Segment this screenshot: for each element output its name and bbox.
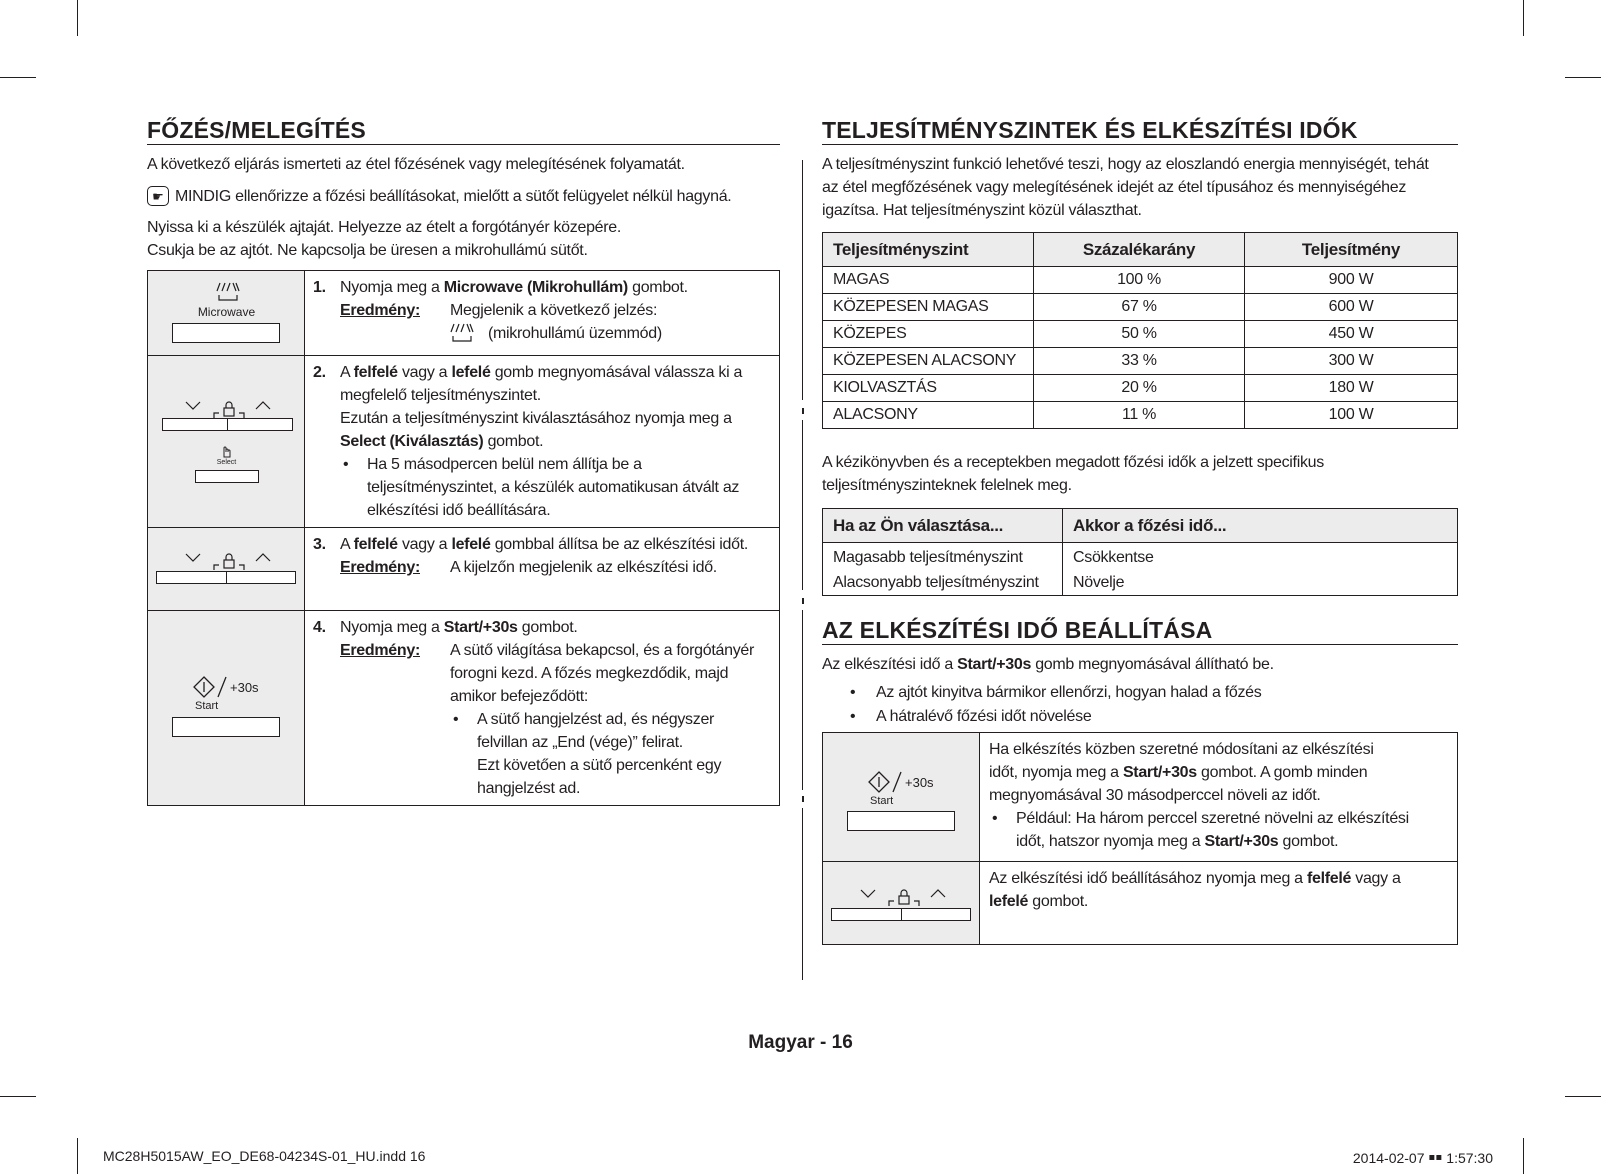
start-button xyxy=(172,717,280,737)
hand-select-icon xyxy=(220,445,234,459)
table-header-cell: Teljesítményszint xyxy=(823,233,1034,267)
table-header xyxy=(823,509,1458,543)
text-bold: Start/+30s xyxy=(1204,833,1279,850)
table-cell: 180 W xyxy=(1245,375,1458,402)
table-cell: KÖZEPES xyxy=(823,321,1034,348)
text: gombot. xyxy=(1278,833,1339,850)
microwave-waves-icon xyxy=(216,281,242,303)
table-cell: Alacsonyabb teljesítményszint xyxy=(823,570,1063,596)
text: gomb megnyomásával válassza ki a xyxy=(490,364,743,381)
microwave-mode-icon xyxy=(450,322,476,344)
table-row xyxy=(823,348,1458,375)
column-divider xyxy=(802,598,804,604)
crop-mark xyxy=(1565,1096,1601,1097)
bullet: • xyxy=(850,708,856,725)
table-header-cell: Ha az Ön választása... xyxy=(823,509,1063,543)
column-divider xyxy=(802,408,804,414)
text-bold: Start/+30s xyxy=(443,619,518,636)
text: amikor befejeződött: xyxy=(450,688,589,705)
column-divider xyxy=(802,796,804,802)
file-slug: MC28H5015AW_EO_DE68-04234S-01_HU.indd 16 xyxy=(103,1148,426,1164)
adjust-text-2 xyxy=(980,862,1458,945)
table-cell: Csökkentse xyxy=(1063,543,1458,571)
text: vagy a xyxy=(1351,870,1401,887)
paragraph: Nyissa ki a készülék ajtaját. Helyezze az ételt a forgótányér közepére. xyxy=(147,219,622,236)
step-row-2 xyxy=(148,356,780,528)
text-bold: Start/+30s xyxy=(1122,764,1197,781)
text: gombot. xyxy=(627,279,688,296)
list-item xyxy=(850,681,1458,705)
text-bold: lefelé xyxy=(451,364,491,381)
text: teljesítményszintet, a készülék automatikusan átvált az xyxy=(367,479,740,496)
section-title-power-levels: TELJESÍTMÉNYSZINTEK ÉS ELKÉSZÍTÉSI IDŐK xyxy=(822,116,1458,145)
table-cell: 11 % xyxy=(1034,402,1245,429)
left-column xyxy=(147,116,780,806)
text-bold: Select (Kiválasztás) xyxy=(340,433,484,450)
date-slug: 2014-02-07 ￭￭ 1:57:30 xyxy=(1352,1150,1493,1166)
step-row-3 xyxy=(148,528,780,611)
microwave-label: Microwave xyxy=(197,305,256,319)
table-cell: KÖZEPESEN ALACSONY xyxy=(823,348,1034,375)
plus30-label: +30s xyxy=(230,680,259,695)
right-column xyxy=(822,116,1458,945)
table-header xyxy=(823,233,1458,267)
bullet: • xyxy=(453,711,459,728)
text: vagy a xyxy=(397,536,452,553)
text: időt, nyomja meg a xyxy=(989,764,1123,781)
adjust-text-1 xyxy=(980,733,1458,862)
power-level-table xyxy=(822,232,1458,429)
adjust-row-1 xyxy=(823,733,1458,862)
bullet: • xyxy=(850,684,856,701)
table-cell: 100 W xyxy=(1245,402,1458,429)
text: A sütő hangjelzést ad, és négyszer xyxy=(477,711,715,728)
text: Ezután a teljesítményszint kiválasztásához nyomja meg a xyxy=(340,410,732,427)
text: gombot. xyxy=(483,433,544,450)
text: Nyomja meg a xyxy=(340,619,444,636)
table-cell: Növelje xyxy=(1063,570,1458,596)
result-label: Eredmény: xyxy=(340,642,420,659)
step-number: 4. xyxy=(313,619,326,636)
crop-mark xyxy=(1565,77,1601,78)
table-cell: 300 W xyxy=(1245,348,1458,375)
table-cell: 67 % xyxy=(1034,294,1245,321)
start-button-illustration xyxy=(823,733,980,862)
text: Megjelenik a következő jelzés: xyxy=(450,302,658,319)
table-row xyxy=(823,267,1458,294)
page-number: Magyar - 16 xyxy=(748,1032,853,1053)
column-divider xyxy=(802,420,803,590)
step-2-text xyxy=(305,356,780,528)
step-number: 2. xyxy=(313,364,326,381)
text: elkészítési idő beállítására. xyxy=(367,502,551,519)
table-header-cell: Akkor a főzési idő... xyxy=(1063,509,1458,543)
step-1-text xyxy=(305,271,780,356)
text: megfelelő teljesítményszintet. xyxy=(340,387,541,404)
text: Az elkészítési idő beállításához nyomja meg a xyxy=(989,870,1307,887)
adjust-table xyxy=(822,732,1458,945)
bullet: • xyxy=(992,810,998,827)
plus30-label: +30s xyxy=(905,775,934,790)
section-title-cooking: FŐZÉS/MELEGÍTÉS xyxy=(147,116,780,145)
start-label: Start xyxy=(870,795,894,807)
text-bold: Microwave (Mikrohullám) xyxy=(443,279,628,296)
text-bold: felfelé xyxy=(1306,870,1352,887)
text-bold: felfelé xyxy=(353,536,398,553)
crop-mark xyxy=(0,1096,36,1097)
table-row xyxy=(823,543,1458,571)
table-cell: 50 % xyxy=(1034,321,1245,348)
note xyxy=(147,185,780,208)
text: hangjelzést ad. xyxy=(477,780,581,797)
table-header-cell: Teljesítmény xyxy=(1245,233,1458,267)
table-row xyxy=(823,402,1458,429)
start-label: Start xyxy=(195,700,219,712)
result-label: Eredmény: xyxy=(340,302,420,319)
step-4-text xyxy=(305,611,780,806)
table-cell: MAGAS xyxy=(823,267,1034,294)
table-cell: KIOLVASZTÁS xyxy=(823,375,1034,402)
text: Az elkészítési idő a xyxy=(822,656,958,673)
result-label: Eredmény: xyxy=(340,559,420,576)
start-button-illustration xyxy=(148,611,305,806)
table-header-cell: Százalékarány xyxy=(1034,233,1245,267)
pointing-hand-icon: ☛ xyxy=(147,186,169,206)
text: Nyomja meg a xyxy=(340,279,444,296)
select-label: Select xyxy=(216,459,237,466)
table-row xyxy=(823,570,1458,596)
text: A kijelzőn megjelenik az elkészítési idő. xyxy=(450,559,717,576)
text: Ha 5 másodpercen belül nem állítja be a xyxy=(367,456,642,473)
note-text: MINDIG ellenőrizze a főzési beállításokat, mielőtt a sütőt felügyelet nélkül hagyná. xyxy=(175,188,732,205)
table-cell: 450 W xyxy=(1245,321,1458,348)
paragraph xyxy=(822,653,1458,676)
paragraph: A kézikönyvben és a receptekben megadott főzési idők a jelzett specifikus xyxy=(822,454,1324,471)
microwave-button-illustration xyxy=(148,271,305,356)
text: vagy a xyxy=(397,364,452,381)
text: felvillan az „End (vége)” felirat. xyxy=(477,734,683,751)
section-title-time-adjust: AZ ELKÉSZÍTÉSI IDŐ BEÁLLÍTÁSA xyxy=(822,616,1458,645)
text: megnyomásával 30 másodperccel növeli az időt. xyxy=(989,787,1321,804)
step-number: 1. xyxy=(313,279,326,296)
paragraph: az étel megfőzésének vagy melegítésének idejét az étel típusához és mennyiségéhez xyxy=(822,179,1407,196)
table-cell: 100 % xyxy=(1034,267,1245,294)
text: Például: Ha három perccel szeretné növelni az elkészítési xyxy=(1016,810,1409,827)
table-cell: 900 W xyxy=(1245,267,1458,294)
text: Ezt követően a sütő percenként egy xyxy=(477,757,722,774)
text: A hátralévő főzési időt növelése xyxy=(876,708,1092,725)
power-select-illustration xyxy=(148,356,305,528)
up-down-illustration xyxy=(148,528,305,611)
column-divider xyxy=(802,160,803,400)
table-cell: ALACSONY xyxy=(823,402,1034,429)
select-button xyxy=(195,470,259,483)
column-divider xyxy=(802,808,803,980)
text: (mikrohullámú üzemmód) xyxy=(488,325,662,342)
text: A sütő világítása bekapcsol, és a forgótányér xyxy=(450,642,755,659)
adjust-row-2 xyxy=(823,862,1458,945)
text: gombot. xyxy=(517,619,578,636)
text: gombbal állítsa be az elkészítési időt. xyxy=(490,536,749,553)
crop-mark xyxy=(1523,1138,1524,1174)
text: forogni kezd. A főzés megkezdődik, majd xyxy=(450,665,729,682)
text-bold: lefelé xyxy=(451,536,491,553)
crop-mark xyxy=(77,0,78,36)
table-row xyxy=(823,294,1458,321)
text-bold: Start/+30s xyxy=(957,656,1032,673)
text: időt, hatszor nyomja meg a xyxy=(1016,833,1205,850)
column-divider xyxy=(802,610,803,790)
table-row xyxy=(823,321,1458,348)
table-cell: 600 W xyxy=(1245,294,1458,321)
text: gombot. xyxy=(1028,893,1088,910)
table-cell: 20 % xyxy=(1034,375,1245,402)
text: Ha elkészítés közben szeretné módosítani az elkészítési xyxy=(989,741,1374,758)
text: A xyxy=(340,364,354,381)
up-down-lock-icon xyxy=(184,398,274,420)
choice-table xyxy=(822,508,1458,596)
text: gomb megnyomásával állítható be. xyxy=(1031,656,1274,673)
paragraph: Csukja be az ajtót. Ne kapcsolja be üresen a mikrohullámú sütőt. xyxy=(147,242,588,259)
text: A xyxy=(340,536,354,553)
intro-text: A következő eljárás ismerteti az étel főzésének vagy melegítésének folyamatát. xyxy=(147,156,685,173)
table-cell: Magasabb teljesítményszint xyxy=(823,543,1063,571)
step-3-text xyxy=(305,528,780,611)
text: gombot. A gomb minden xyxy=(1196,764,1368,781)
steps-table xyxy=(147,270,780,806)
step-number: 3. xyxy=(313,536,326,553)
table-cell: KÖZEPESEN MAGAS xyxy=(823,294,1034,321)
step-row-1 xyxy=(148,271,780,356)
table-row xyxy=(823,375,1458,402)
up-down-illustration xyxy=(823,862,980,945)
paragraph: A teljesítményszint funkció lehetővé teszi, hogy az eloszlandó energia mennyiségét, tehát xyxy=(822,156,1429,173)
text: Az ajtót kinyitva bármikor ellenőrzi, hogyan halad a főzés xyxy=(876,684,1262,701)
start-button xyxy=(847,811,955,831)
step-row-4 xyxy=(148,611,780,806)
crop-mark xyxy=(0,77,36,78)
up-down-lock-icon xyxy=(184,550,274,572)
text-bold: felfelé xyxy=(353,364,398,381)
up-down-lock-icon xyxy=(859,886,949,908)
table-cell: 33 % xyxy=(1034,348,1245,375)
text-bold: lefelé xyxy=(989,893,1029,910)
crop-mark xyxy=(77,1138,78,1174)
paragraph: igazítsa. Hat teljesítményszint közül választhat. xyxy=(822,202,1142,219)
bullet: • xyxy=(343,456,349,473)
paragraph: teljesítményszinteknek felelnek meg. xyxy=(822,477,1072,494)
microwave-button xyxy=(172,323,280,343)
list-item xyxy=(850,705,1458,729)
crop-mark xyxy=(1523,0,1524,36)
